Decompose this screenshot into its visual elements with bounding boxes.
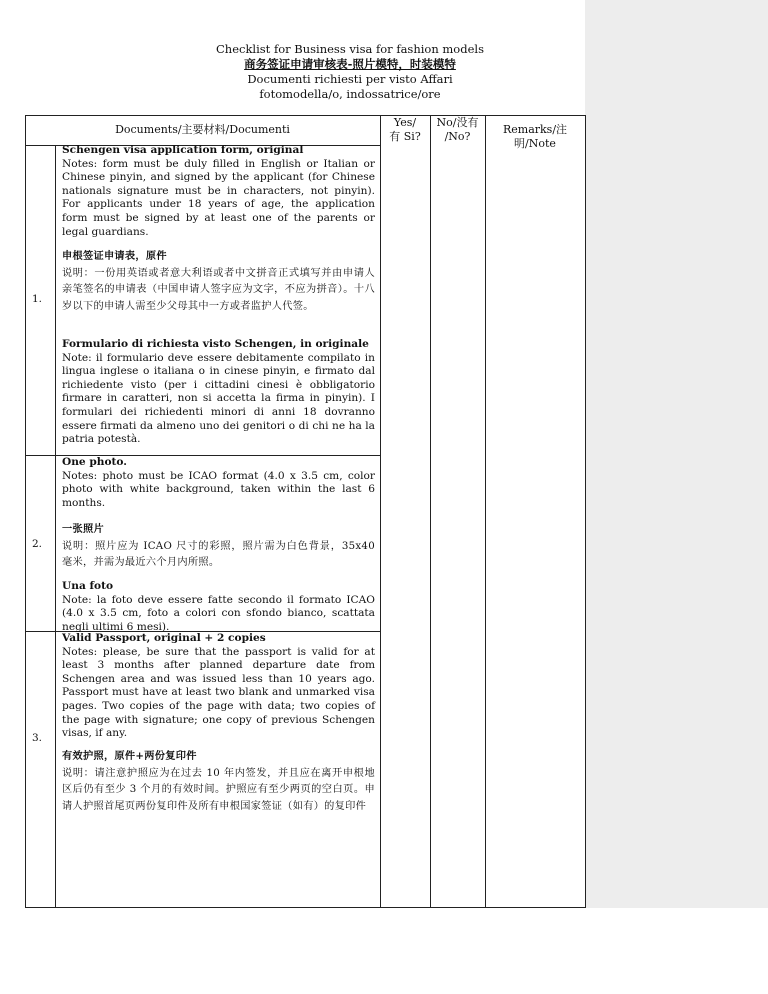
row-3-english bbox=[62, 632, 375, 741]
header-no bbox=[430, 116, 485, 144]
row-2-it-text: Note: la foto deve essere fatte secondo il formato ICAO (4.0 x 3.5 cm, foto a colori con sfondo bianco, scattata negli ultimi 6 mesi). bbox=[62, 593, 375, 633]
row-number: 2. bbox=[32, 538, 43, 550]
header-yes bbox=[380, 116, 430, 144]
row-1-chinese bbox=[62, 248, 375, 315]
row-2-en-title: One photo. bbox=[62, 456, 127, 468]
title-it-2: fotomodella/o, indossatrice/ore bbox=[259, 87, 441, 101]
row-number: 3. bbox=[32, 732, 43, 744]
row-1-it-text: Note: il formulario deve essere debitamente compilato in lingua inglese o italiana o in cinese pinyin, e firmato dal richiedente visto (per i cittadini cinesi è obbligatorio firmare in caratteri, non si accetta la firma in pinyin). I formulari dei richiedenti minori di anni 18 dovranno essere firmati da almeno uno dei genitori o di chi ne ha la patria potestà. bbox=[62, 351, 375, 446]
comment-sidebar bbox=[585, 0, 768, 908]
row-2-english bbox=[62, 456, 375, 510]
row-1-italian bbox=[62, 338, 375, 447]
row-3-zh-title: 有效护照，原件+两份复印件 bbox=[62, 750, 197, 762]
row-3-en-text: Notes: please, be sure that the passport is valid for at least 3 months after planned departure date from Schengen area and was issued less than 10 years ago. Passport must have at least two blank and unmarked visa pages. Two copies of the page with data; two copies of the page with signature; one copy of previous Schengen visas, if any. bbox=[62, 645, 375, 740]
title-it-1: Documenti richiesti per visto Affari bbox=[247, 72, 453, 86]
row-3-en-title: Valid Passport, original + 2 copies bbox=[62, 632, 266, 644]
row-2-en-text: Notes: photo must be ICAO format (4.0 x 3.5 cm, color photo with white background, taken within the last 6 months. bbox=[62, 469, 375, 509]
header-documents: Documents/主要材料/Documenti bbox=[115, 123, 290, 136]
row-2-it-title: Una foto bbox=[62, 580, 114, 592]
row-1-zh-title: 申根签证申请表，原件 bbox=[62, 250, 167, 262]
row-1-en-text: Notes: form must be duly filled in English or Italian or Chinese pinyin, and signed by the applicant (for Chinese nationals signature must be in characters, not pinyin). For applicants under 18 years of age, the application form must be signed by at least one of the parents or legal guardians. bbox=[62, 157, 375, 238]
header-yes-line1: Yes/ bbox=[393, 116, 417, 129]
header-no-line1: No/没有 bbox=[436, 116, 479, 129]
row-2-zh-title: 一张照片 bbox=[62, 523, 104, 535]
row-1-en-title: Schengen visa application form, original bbox=[62, 144, 304, 156]
title-en: Checklist for Business visa for fashion models bbox=[216, 42, 484, 56]
row-3-zh-text: 说明：请注意护照应为在过去 10 年内签发，并且应在离开申根地区后仍有至少 3 个月的有效时间。护照应有至少两页的空白页。申请人护照首尾页两份复印件及所有申根国家签证（如有）的复印件 bbox=[62, 767, 375, 812]
row-1-english bbox=[62, 144, 375, 239]
row-number: 1. bbox=[32, 293, 43, 305]
row-1-it-title: Formulario di richiesta visto Schengen, in originale bbox=[62, 338, 369, 350]
row-2-zh-text: 说明：照片应为 ICAO 尺寸的彩照，照片需为白色背景，35x40 毫米，并需为最近六个月内所照。 bbox=[62, 540, 375, 568]
row-2-chinese bbox=[62, 521, 375, 572]
row-1-zh-text: 说明：一份用英语或者意大利语或者中文拼音正式填写并由申请人亲笔签名的申请表（中国申请人签字应为文字，不应为拼音）。十八岁以下的申请人需至少父母其中一方或者监护人代签。 bbox=[62, 267, 375, 312]
document-title bbox=[0, 42, 700, 102]
header-remarks: Remarks/注明/Note bbox=[502, 123, 568, 150]
title-zh: 商务签证申请审核表-照片模特，时装模特 bbox=[244, 57, 456, 71]
row-2-italian bbox=[62, 580, 375, 634]
header-no-line2: /No? bbox=[444, 130, 471, 143]
header-yes-line2: 有 Si? bbox=[389, 130, 421, 143]
row-3-chinese bbox=[62, 748, 375, 815]
